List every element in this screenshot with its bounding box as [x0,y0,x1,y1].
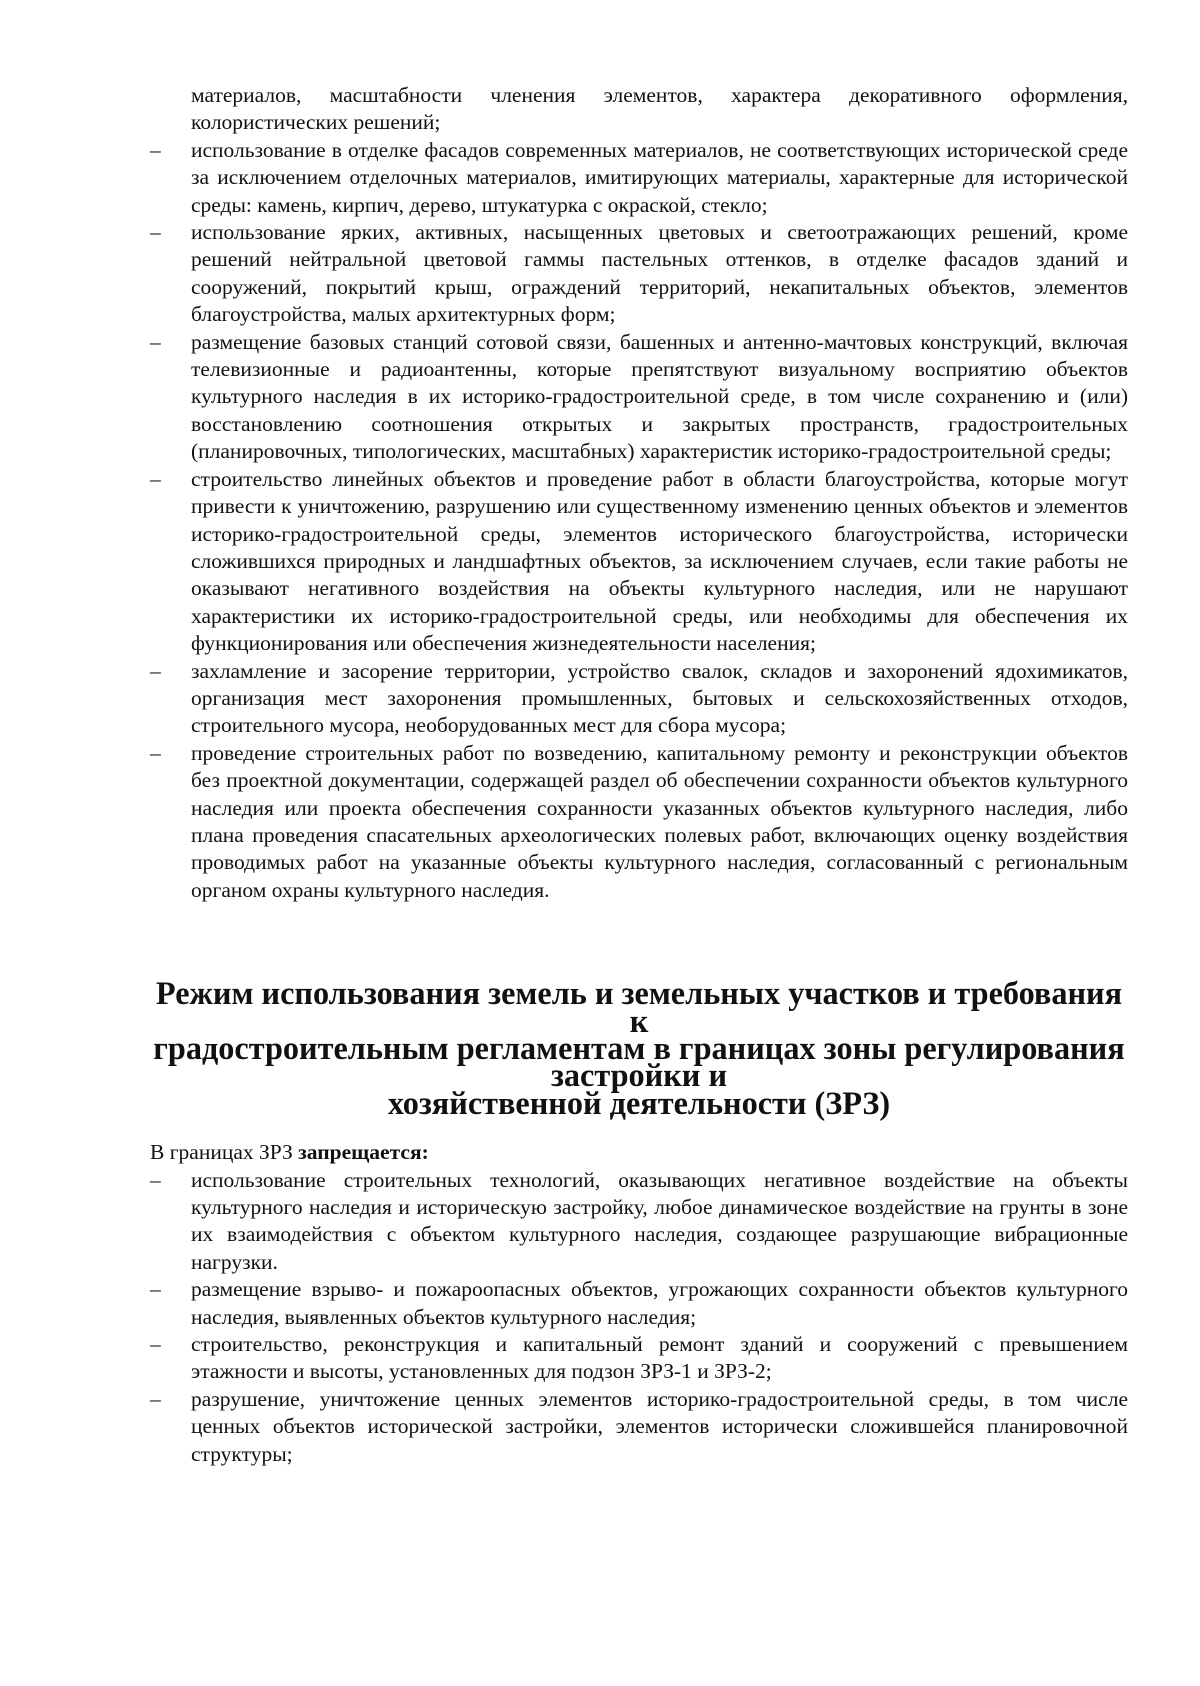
dash-marker: – [150,1277,161,1302]
list-item [150,658,1128,740]
dash-marker: – [150,329,161,354]
heading-line: хозяйственной деятельности (ЗРЗ) [387,1084,891,1121]
intro-prefix: В границах ЗРЗ [150,1140,299,1165]
prohibitions-list-1 [150,137,1128,904]
dash-marker: – [150,740,161,765]
heading-line: градостроительным регламентам в границах зоны регулирования застройки и [153,1030,1125,1094]
list-item [150,329,1128,466]
list-item [150,466,1128,658]
dash-marker: – [150,1332,161,1357]
list-item-text: разрушение, уничтожение ценных элементов историко-градостроительной среды, в том числе ценных объектов исторической застройки, элементов исторически сложившейся планировочной структуры; [191,1386,1128,1466]
intro-bold: запрещается: [298,1140,429,1165]
prohibitions-list-2 [150,1167,1128,1468]
list-item [150,1331,1128,1386]
list-item-text: размещение базовых станций сотовой связи, башенных и антенно-мачтовых конструкций, включая телевизионные и радиоантенны, которые препятствуют визуальному восприятию объектов культурного наследия в их историко-градостроительной среде, в том числе сохранению и (или) восстановлению соотношения открытых и закрытых пространств, градостроительных (планировочных, типологических, масштабных) характеристик историко-градостроительной среды; [191,329,1128,464]
list-item-text: использование ярких, активных, насыщенных цветовых и светоотражающих решений, кроме решений нейтральной цветовой гаммы пастельных оттенков, в отделке фасадов зданий и сооружений, покрытий крыш, ограждений территорий, некапитальных объектов, элементов благоустройства, малых архитектурных форм; [191,220,1128,327]
list-item-text: проведение строительных работ по возведению, капитальному ремонту и реконструкции объектов без проектной документации, содержащей раздел об обеспечении сохранности объектов культурного наследия или проекта обеспечения сохранности указанных объектов культурного наследия, либо плана проведения спасательных археологических полевых работ, включающих оценку воздействия проводимых работ на указанные объекты культурного наследия, согласованный с региональным органом охраны культурного наследия. [191,740,1128,902]
list-item [150,219,1128,329]
heading-line: Режим использования земель и земельных участков и требования к [155,975,1123,1039]
list-item-text: строительство, реконструкция и капитальный ремонт зданий и сооружений с превышением этажности и высоты, установленных для подзон ЗРЗ-1 и ЗРЗ-2; [191,1332,1128,1384]
list-item-text: захламление и засорение территории, устройство свалок, складов и захоронений ядохимикатов, организация мест захоронения промышленных, бытовых и сельскохозяйственных отходов, строительного мусора, необорудованных мест для сбора мусора; [191,658,1128,738]
list-item [150,1167,1128,1277]
dash-marker: – [150,1167,161,1192]
document-page [150,82,1128,1468]
continuation-paragraph: материалов, масштабности членения элементов, характера декоративного оформления, колористических решений; [191,83,1128,135]
list-item [150,1276,1128,1331]
intro-line [150,1139,1128,1166]
dash-marker: – [150,220,161,245]
list-item [150,1386,1128,1468]
dash-marker: – [150,137,161,162]
dash-marker: – [150,466,161,491]
list-item-text: использование строительных технологий, оказывающих негативное воздействие на объекты культурного наследия и историческую застройку, любое динамическое воздействие на грунты в зоне их взаимодействия с объектом культурного наследия, создающее разрушающие вибрационные нагрузки. [191,1167,1128,1274]
list-item-text: использование в отделке фасадов современных материалов, не соответствующих исторической среде за исключением отделочных материалов, имитирующих материалы, характерные для исторической среды: камень, кирпич, дерево, штукатурка с окраской, стекло; [191,137,1128,217]
list-item-text: строительство линейных объектов и проведение работ в области благоустройства, которые могут привести к уничтожению, разрушению или существенному изменению ценных объектов и элементов историко-градостроительной среды, элементов исторического благоустройства, исторически сложившихся природных и ландшафтных объектов, за исключением случаев, если такие работы не оказывают негативного воздействия на объекты культурного наследия, или не нарушают характеристики их историко-градостроительной среды, или необходимы для обеспечения их функционирования или обеспечения жизнедеятельности населения; [191,466,1128,656]
list-item [150,137,1128,219]
section-heading [150,975,1128,1121]
list-item-text: размещение взрыво- и пожароопасных объектов, угрожающих сохранности объектов культурного наследия, выявленных объектов культурного наследия; [191,1277,1128,1329]
dash-marker: – [150,658,161,683]
dash-marker: – [150,1386,161,1411]
list-item [150,740,1128,904]
